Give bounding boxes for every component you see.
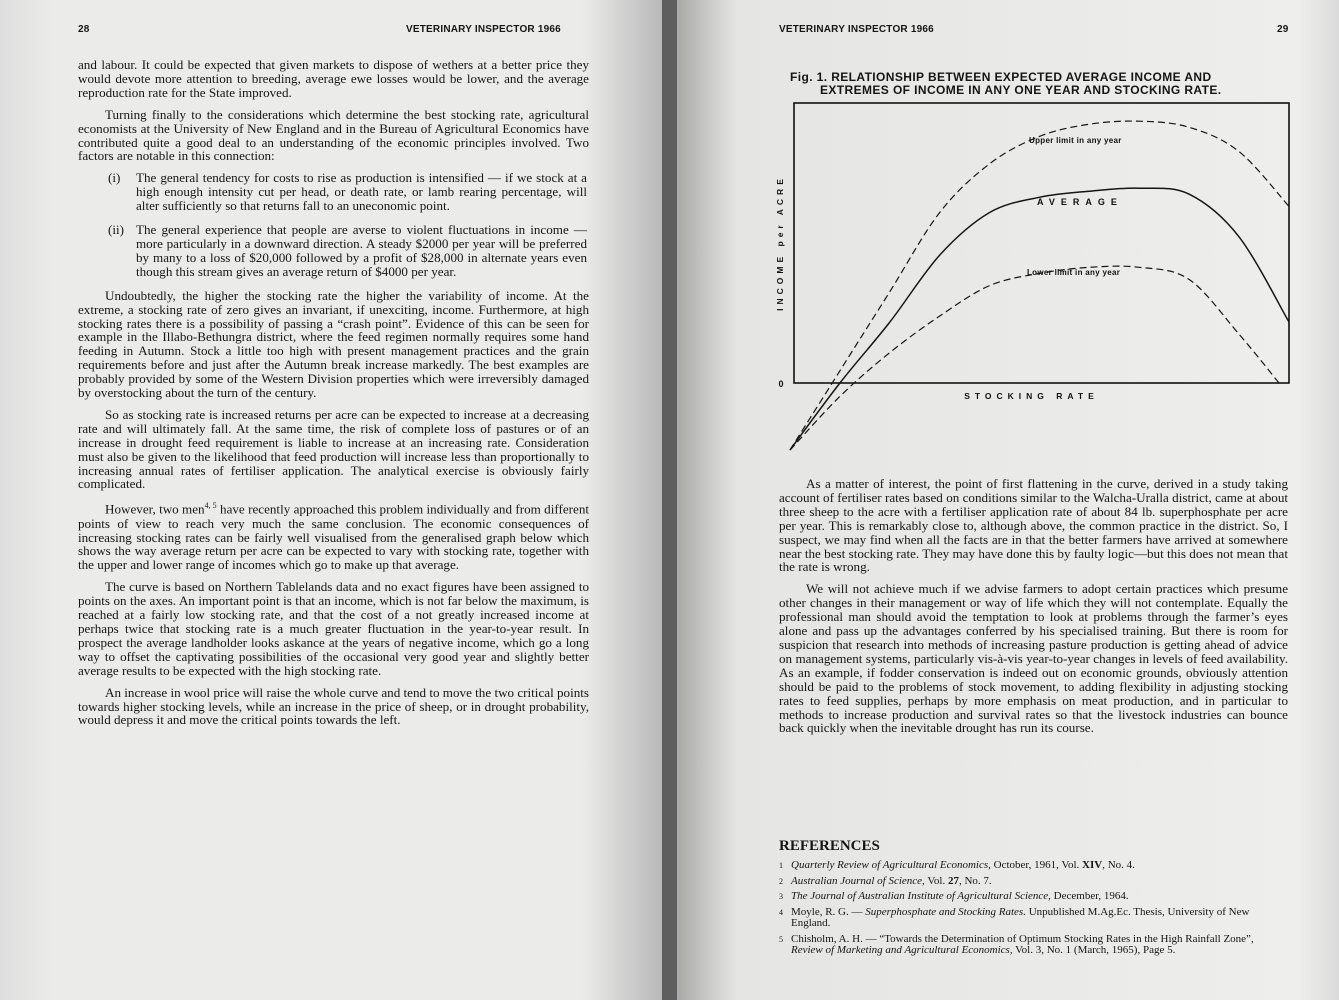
paragraph: The curve is based on Northern Tablelands data and no exact figures have been assigned to points on the axes. An important point is that an income, which is not far below the maximum, is reached at a fairly low stocking rate, and that the cost of a not greatly increased income at perhaps twice that stocking rate is a much greater fluctuation in the year-to-year result. In prospect the average landholder looks askance at the years of negative income, which go a long way to offset the captivating possibilities of the occasional very good year and slightly better average results to be expected with the high stocking rate. (78, 579, 589, 678)
figure-caption-line: Fig. 1. RELATIONSHIP BETWEEN EXPECTED AVERAGE INCOME AND (790, 70, 1212, 84)
paragraph: Turning finally to the considerations which determine the best stocking rate, agricultural economists at the University of New England and in the Bureau of Agricultural Economics have contributed quite a good deal to an understanding of the economic principles involved. Two factors are notable in this connection: (78, 106, 589, 164)
reference-pre: Chisholm, A. H. — “Towards the Determination of Optimum Stocking Rates in the High Rainfall Zone”, (791, 932, 1254, 945)
list-item (78, 171, 589, 213)
text-run: However, two men (105, 501, 205, 517)
reference-number: 5 (779, 934, 783, 944)
list-item-text: The general tendency for costs to rise as production is intensified — if we stock at a high enough intensity cut per head, or death rate, or lamb rearing percentage, will alter sufficiently so that returns fall to an uneconomic point. (136, 170, 587, 214)
list-item-number: (ii) (108, 222, 124, 238)
reference-post2: , No. 4. (1102, 859, 1135, 871)
y-zero-tick-label: 0 (778, 379, 784, 389)
lower-limit-label: Lower limit in any year (1027, 268, 1121, 277)
reference-text (791, 891, 1288, 903)
reference-number: 3 (779, 892, 783, 901)
average-line (790, 188, 1289, 450)
list-item-text: The general experience that people are averse to violent fluctuations in income — more particularly in a downward direction. A steady $2000 per year will be preferred by many to a loss of $20,000 followed by a profit of $28,000 in alternate years even though this stream gives an average return of $4000 per year. (136, 222, 587, 279)
reference-pre: Moyle, R. G. — (791, 905, 866, 918)
list-item (78, 223, 589, 279)
x-axis-label: STOCKING RATE (964, 391, 1099, 401)
upper-limit-label: Upper limit in any year (1029, 136, 1122, 145)
average-label: AVERAGE (1037, 197, 1123, 207)
reference-item (779, 860, 1288, 872)
reference-item (779, 934, 1288, 957)
list-item-number: (i) (108, 170, 121, 186)
paragraph: So as stocking rate is increased returns per acre can be expected to increase at a decreasing rate and will ultimately fall. At the same time, the risk of complete loss of pastures or of an increase in drought feed requirement is liable to increase at an increasing rate. Consideration must also be given to the likelihood that feed production will increase less than proportionally to increasing annual rates of fertiliser application. The analytical exercise is obviously fairly complicated. (78, 406, 589, 492)
reference-ital: The Journal of Australian Institute of Agricultural Science, (791, 890, 1051, 902)
reference-bold: XIV (1082, 859, 1103, 871)
paragraph-with-citation (78, 499, 589, 572)
reference-text (791, 934, 1288, 957)
paragraph: Undoubtedly, the higher the stocking rate the higher the variability of income. At the extreme, a stocking rate of zero gives an invariant, if unexciting, income. Furthermore, at high stocking rates there is a possibility of passing a “crash point”. Evidence of this can be seen for example in the Illabo-Bethungra district, where the feed regimen normally requires some hand feeding in Autumn. Stock a little too high with present management practices and the grain requirements before and just after the Autumn break increase markedly. The best examples are probably provided by some of the Western Division properties which were irreversibly damaged by overstocking about the turn of the century. (78, 287, 589, 401)
citation-superscript: 4, 5 (204, 501, 217, 511)
reference-post2: , No. 7. (958, 874, 992, 887)
reference-text (791, 860, 1288, 872)
text-run: have recently approached this problem individually and from different points of view to reach very much the same conclusion. The economic consequences of increasing stocking rates can be fairly well visualised from the generalised graph below which shows the way average return per acre can be expected to vary with stocking rate, together with the upper and lower range of incomes which go to make up that average. (78, 501, 589, 573)
reference-number: 4 (779, 907, 783, 917)
reference-text (791, 876, 1288, 888)
page-number-left: 28 (78, 24, 90, 35)
right-page (677, 0, 1339, 1000)
reference-post: October, 1961, Vol. (990, 859, 1083, 871)
reference-item (779, 876, 1288, 888)
reference-bold: 27 (947, 874, 959, 887)
reference-text (791, 907, 1288, 930)
paragraph: An increase in wool price will raise the whole curve and tend to move the two critical points towards higher stocking levels, while an increase in the price of sheep, or in drought probability, would depress it and move the critical points towards the left. (78, 684, 589, 728)
reference-ital: Superphosphate and Stocking Rates. (865, 905, 1026, 918)
reference-post: December, 1964. (1050, 890, 1129, 902)
reference-item (779, 891, 1288, 903)
right-text-column (779, 477, 1288, 743)
reference-post: Vol. 3, No. 1 (March, 1965), Page 5. (1012, 944, 1176, 956)
reference-number: 1 (779, 861, 783, 870)
left-text-column (78, 58, 589, 735)
running-header-right: VETERINARY INSPECTOR 1966 (779, 24, 934, 35)
income-stocking-rate-chart (677, 0, 1339, 470)
paragraph: We will not achieve much if we advise farmers to adopt certain practices which presume other changes in their management or way of life which they will not contemplate. Equally the professional man should avoid the temptation to look at problems through the farmer’s eyes alone and pass up the advantages conferred by his specialised training. But there is room for suspicion that research into methods of increasing pasture production is getting ahead of advice on management systems, particularly vis-à-vis year-to-year changes in levels of feed availability. As an example, if fodder conservation is indeed out on economic grounds, obviously attention should be paid to the problems of stock movement, to adding flexibility in adjusting stocking rates to feed supplies, perhaps by more emphasis on meat production, and in particular to methods to increase production and survival rates so that the livestock industries can bounce back quickly when the inevitable drought has run its course. (779, 581, 1288, 736)
paragraph: As a matter of interest, the point of first flattening in the curve, derived in a study taking account of fertiliser rates based on conditions similar to the Walcha-Uralla district, came at about three sheep to the acre with a fertiliser application rate of about 84 lb. superphosphate per acre per year. This is remarkably close to, although above, the common practice in the district. So, I suspect, we may find when all the facts are in that the better farmers have arrived at somewhere near the best stocking rate. They may have done this by faulty logic—but this does not mean that the rate is wrong. (779, 476, 1288, 575)
reference-post: Unpublished M.Ag.Ec. Thesis, University of New England. (791, 905, 1250, 929)
y-axis-label: INCOME per ACRE (775, 175, 785, 311)
page-number-right: 29 (1277, 24, 1289, 35)
references-heading: REFERENCES (779, 838, 880, 854)
reference-ital: Australian Journal of Science, (791, 874, 925, 887)
reference-number: 2 (779, 876, 783, 886)
plot-frame (794, 103, 1289, 383)
reference-ital: Review of Marketing and Agricultural Economics, (791, 944, 1013, 956)
paragraph: and labour. It could be expected that given markets to dispose of wethers at a better price they would devote more attention to breeding, average ewe losses would be lower, and the average reproduction rate for the State improved. (78, 57, 589, 100)
references-list (779, 860, 1288, 961)
lower-limit-line (790, 266, 1279, 450)
left-page (0, 0, 662, 1000)
running-header-left: VETERINARY INSPECTOR 1966 (406, 24, 561, 35)
reference-post: Vol. (924, 874, 948, 887)
reference-item (779, 907, 1288, 930)
figure-caption-line: EXTREMES OF INCOME IN ANY ONE YEAR AND STOCKING RATE. (820, 82, 1222, 97)
reference-ital: Quarterly Review of Agricultural Economics, (791, 859, 991, 871)
